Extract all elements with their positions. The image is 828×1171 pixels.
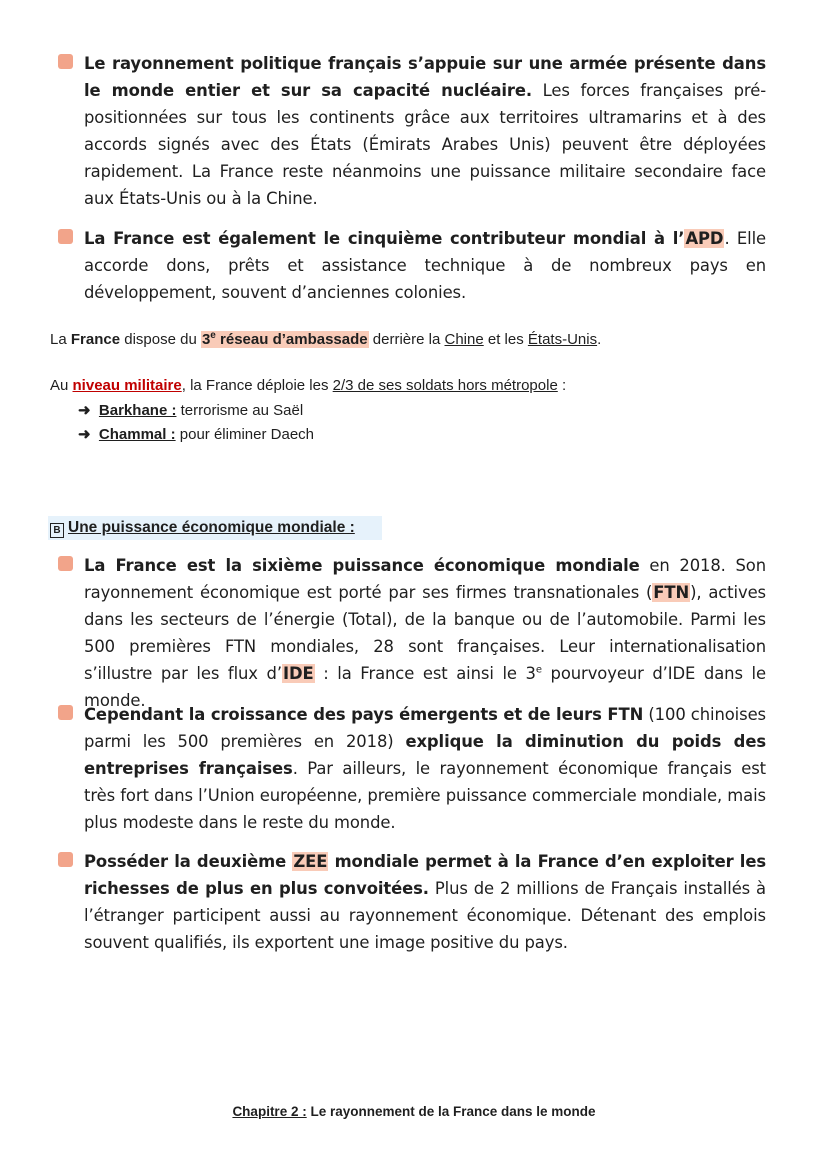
bullet-paragraph-politique [58,50,766,212]
text: et les [483,331,528,348]
paragraph-text [84,50,766,212]
paragraph-body: . Elle accorde dons, prêts et assistance technique à de nombreux pays en développement, souvent d’anciennes colonies. [84,229,767,302]
paragraph-text [84,225,766,306]
arrow-icon: ➜ [78,402,91,419]
text: ), actives dans les secteurs de l’énergie (Total), de la banque ou de l’automobile. Parmi les 500 premières FTN mondiales, 28 sont françaises. Leur internationalisation s’illustre par les flux d’ [84,583,766,683]
section-heading [48,516,382,540]
bold-lead: Le rayonnement politique français s’appuie sur une armée présente dans le monde entier et sur sa capacité nucléaire. [84,54,766,100]
footer-chapter-title: Le rayonnement de la France dans le monde [306,1104,596,1119]
text: , la France déploie les [181,377,333,394]
text: Au [50,377,73,394]
highlight-reseau [201,331,369,348]
operation-name: Barkhane : [98,402,177,419]
highlight-zee: ZEE [293,852,328,871]
bullet-paragraph-economie [58,552,766,714]
bullet-paragraph-apd [58,225,766,306]
underlined-chine: Chine [444,331,484,348]
footer-chapter-label: Chapitre 2 : [232,1104,307,1119]
text: derrière la [368,331,445,348]
text: pourvoyeur d’IDE dans le monde. [84,664,766,710]
highlight-ide: IDE [282,664,314,683]
line-ambassade [50,331,601,348]
text: : la France est ainsi le 3 [314,664,536,683]
underlined-usa: États-Unis [527,331,598,348]
bold-france: France [70,331,121,348]
section-letter-icon: B [50,523,64,538]
paragraph-body: Les forces françaises pré-positionnées sur tous les continents grâce aux territoires ultramarins et à des accords signés avec des États (Émirats Arabes Unis) peuvent être déployées rapidement. La France reste néanmoins une puissance militaire secondaire face aux États-Unis ou à la Chine. [84,81,767,208]
paragraph-text [84,848,766,956]
section-title-text: Une puissance économique mondiale : [68,519,355,536]
bold-lead: La France est également le cinquième contributeur mondial à l’ [84,229,685,248]
text: . Par ailleurs, le rayonnement économique français est très fort dans l’Union européenne, première puissance commerciale mondiale, mais plus modeste dans le reste du monde. [84,759,766,832]
paragraph-text [84,701,766,836]
text: . [597,331,602,348]
text: (100 chinoises parmi les 500 premières en 2018) [84,705,766,751]
bullet-paragraph-emergents [58,701,766,836]
bullet-paragraph-zee [58,848,766,956]
operation-desc: pour éliminer Daech [175,426,315,443]
highlight-apd: APD [685,229,724,248]
line-militaire [50,377,566,394]
operation-desc: terrorisme au Saël [176,402,304,419]
bold-middle: explique la diminution du poids des entreprises françaises [84,732,766,778]
bold-lead: Posséder la deuxième [84,852,293,871]
arrow-icon: ➜ [78,426,91,443]
underlined-soldats: 2/3 de ses soldats hors métropole [332,377,558,394]
page-footer [0,1104,828,1119]
bullet-square-icon [58,229,73,244]
bold-lead-continued: mondiale permet à la France d’en exploiter les richesses de plus en plus convoitées. [84,852,766,898]
ordinal-suffix: e [210,330,216,341]
bullet-square-icon [58,705,73,720]
bold-lead: La France est la sixième puissance économique mondiale [84,556,640,575]
bullet-square-icon [58,852,73,867]
paragraph-body: Plus de 2 millions de Français installés à l’étranger participent aussi au rayonnement économique. Détenant des emplois souvent qualifiés, ils exportent une image positive du pays. [84,879,766,952]
text: dispose du [120,331,201,348]
highlight-ftn: FTN [653,583,690,602]
text: en 2018. Son rayonnement économique est porté par ses firmes transnationales ( [84,556,767,602]
paragraph-text [84,552,766,714]
text: : [557,377,567,394]
bold-lead: Cependant la croissance des pays émergents et de leurs FTN [84,705,644,724]
section-title [50,519,355,538]
ordinal-suffix: e [535,664,542,676]
highlight-text: réseau d’ambassade [215,331,368,348]
text: La [50,331,71,348]
bullet-square-icon [58,556,73,571]
ordinal-number: 3 [201,331,211,348]
red-underlined-niveau-militaire: niveau militaire [72,377,182,394]
operation-chammal [78,425,314,443]
operation-barkhane [78,401,303,419]
operation-name: Chammal : [98,426,176,443]
bullet-square-icon [58,54,73,69]
